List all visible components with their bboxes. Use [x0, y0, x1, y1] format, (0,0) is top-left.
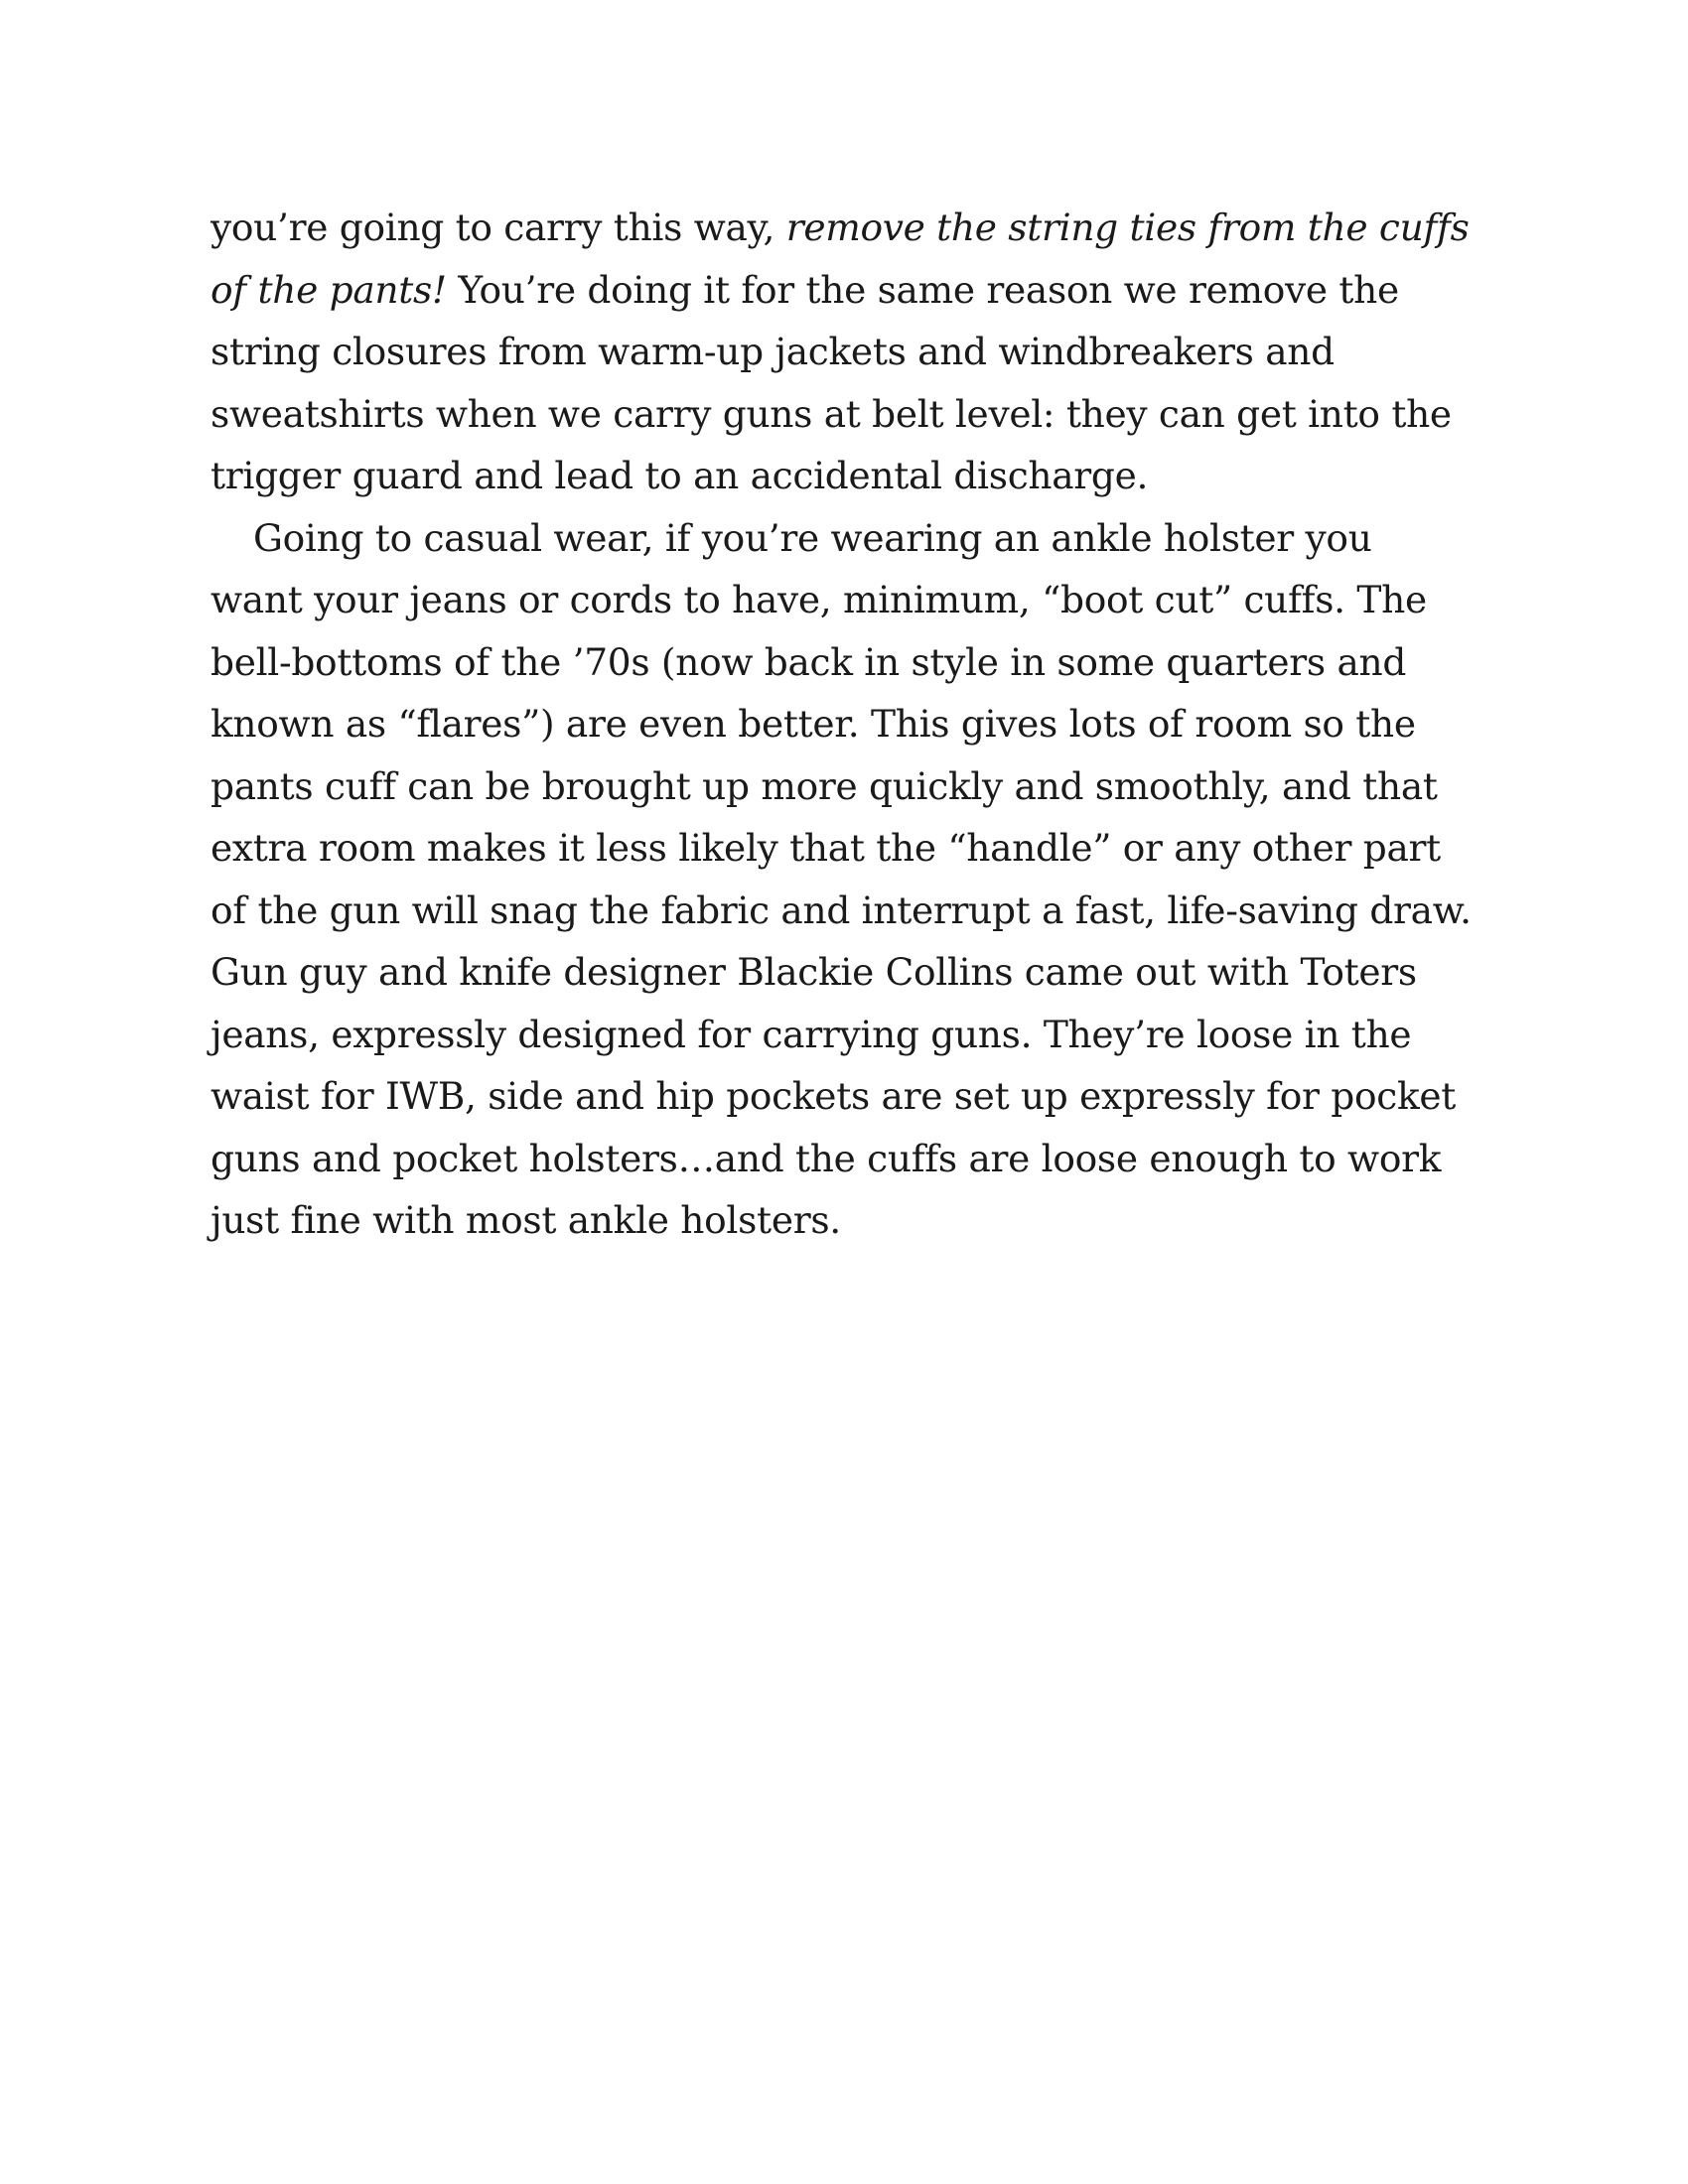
paragraph-casual-wear: Going to casual wear, if you’re wearing an ankle holster you want your jeans or cords to have, minimum, “boot cut” cuffs. The bell-bottoms of the ’70s (now back in style in some quarters and known as “flares”) are even better. This gives lots of room so the pants cuff can be brought up more quickly and smoothly, and that extra room makes it less likely that the “handle” or any other part of the gun will snag the fabric and interrupt a fast, life-saving draw. Gun guy and knife designer Blackie Collins came out with Toters jeans, expressly designed for carrying guns. They’re loose in the waist for IWB, side and hip pockets are set up expressly for pocket guns and pocket holsters…and the cuffs are loose enough to work just fine with most ankle holsters. [211, 515, 1472, 1242]
body-text [211, 197, 1472, 1252]
paragraph-rest-text: You’re doing it for the same reason we remove the string closures from warm-up jackets and windbreakers and sweatshirts when we carry guns at belt level: they can get into the trigger guard and lead to an accidental discharge. [211, 267, 1452, 497]
paragraph-lead-text: you’re going to carry this way, [211, 205, 786, 249]
paragraph-continued [211, 197, 1472, 507]
emphasized-instruction: remove the string ties from the cuffs of the pants! [211, 205, 1470, 312]
